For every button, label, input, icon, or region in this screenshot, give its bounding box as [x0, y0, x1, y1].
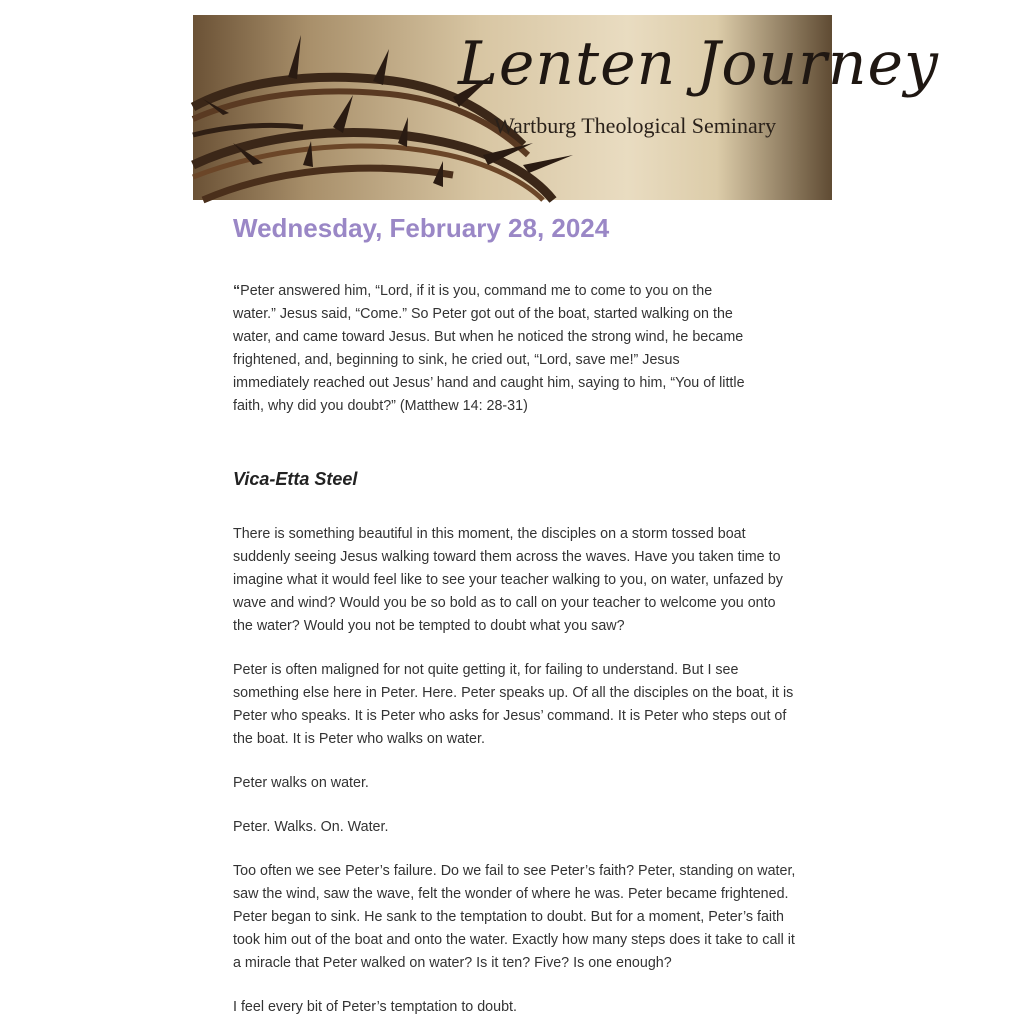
- body-paragraph-4: Peter. Walks. On. Water.: [233, 819, 389, 835]
- author-name: Vica-Etta Steel: [233, 469, 358, 489]
- header-banner: [193, 15, 939, 200]
- scripture-open-quote: “: [233, 283, 241, 299]
- banner-title: Lenten Journey: [458, 29, 939, 99]
- scripture-passage: [233, 280, 753, 418]
- banner-subtitle: Wartburg Theological Seminary: [494, 113, 777, 138]
- body-paragraph-5: Too often we see Peter’s failure. Do we fail to see Peter’s faith? Peter, standing on water, saw the wind, saw the wave, felt the wonder of where he was. Peter became frightened. Peter began to sink. He sank to the temptation to doubt. But for a moment, Peter’s faith took him out of the boat and onto the water. Exactly how many steps does it take to call it a miracle that Peter walked on water? Is it ten? Five? Is one enough?: [233, 863, 796, 971]
- body-paragraph-1: There is something beautiful in this moment, the disciples on a storm tossed boat suddenly seeing Jesus walking toward them across the waves. Have you taken time to imagine what it would feel like to see your teacher walking to you, on water, unfazed by wave and wind? Would you be so bold as to call on your teacher to welcome you onto the water? Would you not be tempted to doubt what you saw?: [233, 526, 783, 634]
- devotion-date: Wednesday, February 28, 2024: [233, 213, 610, 243]
- scripture-text: Peter answered him, “Lord, if it is you, command me to come to you on the water.” Jesus said, “Come.” So Peter got out of the boat, started walking on the water, and came toward Jesus. But when he noticed the strong wind, he became frightened, and, beginning to sink, he cried out, “Lord, save me!” Jesus immediately reached out Jesus’ hand and caught him, saying to him, “You of little faith, why did you doubt?” (Matthew 14: 28-31): [233, 283, 745, 414]
- body-paragraph-2: Peter is often maligned for not quite getting it, for failing to understand. But I see something else here in Peter. Here. Peter speaks up. Of all the disciples on the boat, it is Peter who speaks. It is Peter who asks for Jesus’ command. It is Peter who steps out of the boat. It is Peter who walks on water.: [233, 662, 794, 747]
- body-paragraph-6: I feel every bit of Peter’s temptation to doubt.: [233, 999, 517, 1015]
- body-paragraph-3: Peter walks on water.: [233, 775, 369, 791]
